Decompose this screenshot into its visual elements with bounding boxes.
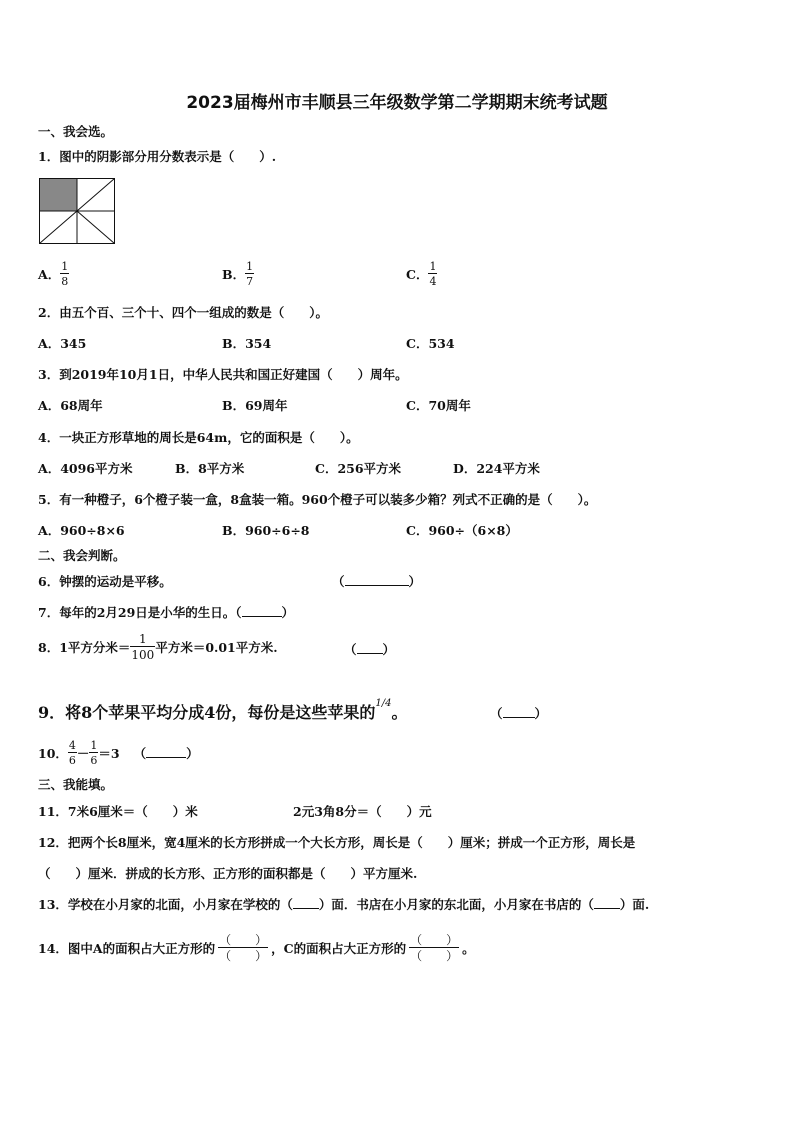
shaded-region	[40, 179, 78, 212]
question-number: 1．	[38, 149, 60, 164]
question-5: 5．有一种橙子，6个橙子装一盒，8盒装一箱。960个橙子可以装多少箱？列式不正确的是（ ）。	[38, 492, 597, 507]
q5-option-b[interactable]: B．960÷6÷8	[222, 523, 310, 538]
question-14: 14．图中A的面积占大正方形的 $\frac{( )}{( )}$ ，C的面积占大正方形的 $\frac{( )}{( )}$ 。	[38, 933, 475, 963]
q1-option-b[interactable]: B． $\frac{1}{7}$	[222, 260, 254, 288]
question-6: 6．钟摆的运动是平移。	[38, 574, 172, 589]
q3-option-b[interactable]: B．69周年	[222, 398, 288, 413]
fraction: $\frac{1}{8}$	[61, 260, 69, 288]
question-10: 10． $\frac{4}{6}$ － $\frac{1}{6}$ ＝3 （ ）	[38, 739, 199, 767]
fraction: $\frac{1}{6}$	[90, 739, 98, 767]
question-1	[38, 147, 276, 165]
question-2: 2．由五个百、三个十、四个一组成的数是（ ）。	[38, 305, 328, 320]
q6-answer-blank[interactable]: （ ）	[332, 574, 422, 589]
question-11-part-b: 2元3角8分＝（ ）元	[293, 804, 432, 819]
q1-option-c[interactable]: C． $\frac{1}{4}$	[406, 260, 437, 288]
question-7: 7．每年的2月29日是小华的生日。（ ）	[38, 605, 295, 620]
fraction: $\frac{1}{100}$	[131, 632, 155, 662]
q1-option-a[interactable]: A． $\frac{1}{8}$	[38, 260, 69, 288]
q10-answer-blank[interactable]: （ ）	[133, 746, 199, 761]
fraction-blank-c[interactable]: $\frac{( )}{( )}$	[410, 933, 459, 963]
q3-option-a[interactable]: A．68周年	[38, 398, 103, 413]
section-2-heading: 二、我会判断。	[38, 548, 126, 563]
question-9: 9．将8个苹果平均分成4份，每份是这些苹果的$^{1/4}$。	[38, 698, 408, 722]
question-4: 4．一块正方形草地的周长是64m，它的面积是（ ）。	[38, 430, 359, 445]
q2-option-b[interactable]: B．354	[222, 336, 272, 351]
q5-option-a[interactable]: A．960÷8×6	[38, 523, 125, 538]
q4-option-d[interactable]: D．224平方米	[453, 461, 540, 476]
q4-option-b[interactable]: B．8平方米	[175, 461, 245, 476]
q3-option-c[interactable]: C．70周年	[406, 398, 471, 413]
q13-blank-1[interactable]	[293, 896, 319, 909]
q9-answer-blank[interactable]: （ ）	[490, 706, 548, 721]
q13-blank-2[interactable]	[594, 896, 620, 909]
fraction: 1/4	[375, 698, 392, 709]
q4-option-c[interactable]: C．256平方米	[315, 461, 402, 476]
section-3-heading: 三、我能填。	[38, 777, 114, 792]
question-3: 3．到2019年10月1日，中华人民共和国正好建国（ ）周年。	[38, 367, 408, 382]
shaded-square-figure	[39, 178, 115, 244]
question-12-line-2: （ ）厘米．拼成的长方形、正方形的面积都是（ ）平方厘米.	[38, 866, 418, 881]
q7-answer-blank[interactable]	[242, 604, 282, 617]
question-11-part-a: 11．7米6厘米＝（ ）米	[38, 804, 198, 819]
q8-answer-blank[interactable]: （ ）	[344, 642, 396, 657]
q2-option-a[interactable]: A．345	[38, 336, 87, 351]
fraction: $\frac{4}{6}$	[68, 739, 76, 767]
question-1-text: 图中的阴影部分用分数表示是（ ）.	[59, 149, 277, 164]
q4-option-a[interactable]: A．4096平方米	[38, 461, 133, 476]
page-title: 2023届梅州市丰顺县三年级数学第二学期期末统考试题	[186, 93, 608, 113]
fraction: $\frac{1}{7}$	[246, 260, 254, 288]
section-1-heading: 一、我会选。	[38, 124, 114, 139]
question-13: 13．学校在小月家的北面，小月家在学校的（ ）面．书店在小月家的东北面，小月家在书店的（ ）面.	[38, 897, 650, 912]
question-12-line-1: 12．把两个长8厘米，宽4厘米的长方形拼成一个大长方形，周长是（ ）厘米；拼成一个正方形，周长是	[38, 835, 636, 850]
q2-option-c[interactable]: C．534	[406, 336, 455, 351]
q5-option-c[interactable]: C．960÷（6×8）	[406, 523, 518, 538]
question-8: 8．1平方分米＝ $\frac{1}{100}$ 平方米＝0.01平方米.	[38, 632, 278, 662]
fraction-blank-a[interactable]: $\frac{( )}{( )}$	[219, 933, 268, 963]
fraction: $\frac{1}{4}$	[429, 260, 437, 288]
